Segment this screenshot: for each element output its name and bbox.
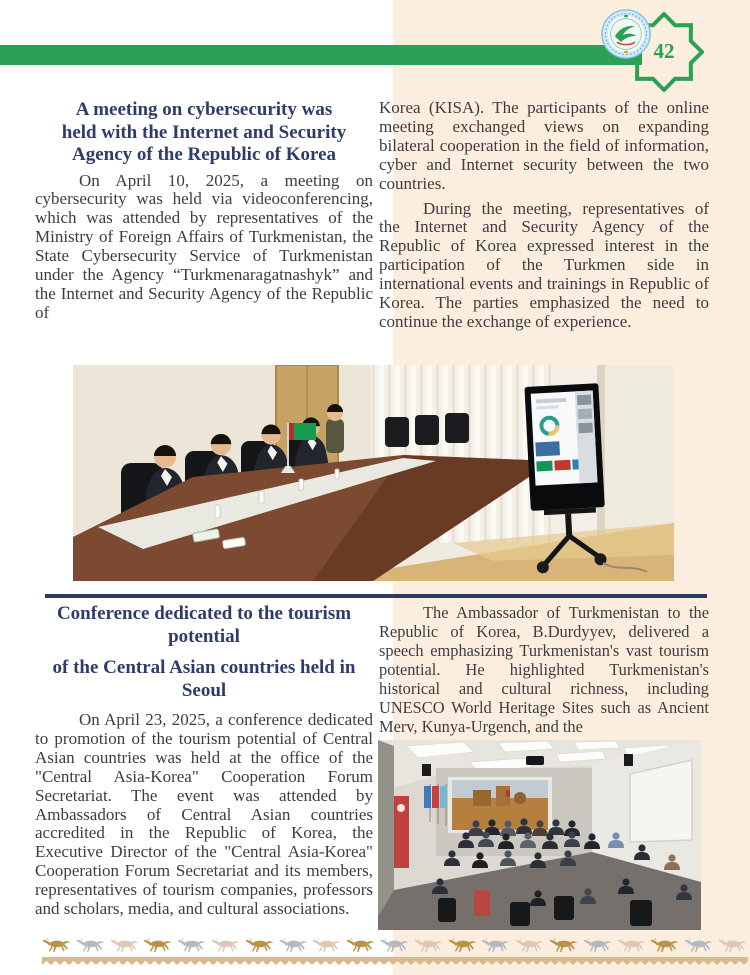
- horse-icon: [211, 936, 241, 956]
- article1-right-column: [379, 99, 709, 338]
- article1-title: [35, 99, 373, 167]
- uniformed-officer: [326, 404, 344, 453]
- title-line: Conference dedicated to the tourism: [56, 603, 352, 624]
- conference-photo: [378, 740, 701, 930]
- horse-icon: [110, 936, 140, 956]
- horse-icon: [177, 936, 207, 956]
- article2-paragraph-2: The Ambassador of Turkmenistan to the Republic of Korea, B.Durdyyev, delivered a speech emphasizing Turkmenistan's vast tourism potential. He highlighted Turkmenistan's historical and cultural richness, including UNESCO World Heritage Sites such as Ancient Merv, Kunya-Urgench, and the: [379, 603, 709, 736]
- section-divider: [45, 594, 707, 598]
- horse-icon: [346, 936, 376, 956]
- horse-icon: [481, 936, 511, 956]
- horse-icon: [515, 936, 545, 956]
- horse-icon: [312, 936, 342, 956]
- article2-title-part2: [35, 657, 373, 702]
- header-green-bar: [0, 45, 642, 65]
- left-wall: [378, 740, 394, 916]
- title-line: potential: [168, 625, 240, 647]
- flag-cloths: [424, 786, 447, 808]
- article2-left-column: [35, 603, 373, 925]
- horse-icon: [549, 936, 579, 956]
- article1-paragraph-3: During the meeting, representatives of the Internet and Security Agency of the Republic of Korea expressed interest in the participation of the Turkmen side in international events and trainings in Republic of Korea. The parties emphasized the need to continue the exchange of experience.: [379, 198, 709, 331]
- horse-icon: [448, 936, 478, 956]
- horse-icon: [718, 936, 748, 956]
- title-line: of the Central Asian countries held in: [52, 657, 356, 678]
- title-line: Agency of the Republic of Korea: [71, 144, 337, 165]
- horse-icon: [380, 936, 410, 956]
- horse-icon: [245, 936, 275, 956]
- title-line: held with the Internet and Security: [61, 121, 347, 143]
- horse-icon: [583, 936, 613, 956]
- projector: [526, 756, 544, 765]
- article1-left-column: [35, 99, 373, 329]
- ministry-emblem-icon: [601, 9, 651, 59]
- horse-icon: [650, 936, 680, 956]
- horse-icon: [42, 936, 72, 956]
- horse-icon: [617, 936, 647, 956]
- article1-paragraph-1: On April 10, 2025, a meeting on cybersecurity was held via videoconferencing, which was attended by representatives of the Ministry of Foreign Affairs of Turkmenistan, the State Cybersecurity Service of Turkmenistan under the Agency “Turkmenaragatnashyk” and the Internet and Security Agency of the Republic of: [35, 170, 373, 322]
- spare-chairs: [385, 413, 469, 447]
- horse-icon: [143, 936, 173, 956]
- whiteboard: [630, 760, 692, 842]
- horse-icon: [279, 936, 309, 956]
- page-number: 42: [653, 38, 675, 63]
- article1-paragraph-2: Korea (KISA). The participants of the online meeting exchanged views on expanding bilateral cooperation in the field of information, cyber and Internet security between the two countries.: [379, 98, 709, 193]
- speaker: [422, 764, 431, 776]
- zigzag-border: [42, 957, 748, 965]
- article2-paragraph-1: On April 23, 2025, a conference dedicated to promotion of the tourism potential of Central Asian countries was held at the office of the "Central Asia-Korea" Cooperation Forum Secretariat. The event was attended by Ambassadors of Central Asian countries accredited in the Republic of Korea, the Executive Director of the "Central Asia-Korea" Cooperation Forum Secretariat and its members, representatives of tourism companies, professors and scholars, media, and cultural associations.: [35, 710, 373, 919]
- speaker: [624, 754, 633, 766]
- title-line: Seoul: [181, 679, 227, 701]
- horse-icon: [76, 936, 106, 956]
- article2-right-column: [379, 603, 709, 742]
- red-chair: [474, 890, 490, 916]
- article2-title-part1: [35, 603, 373, 648]
- horse-icon: [684, 936, 714, 956]
- projection-screen: [448, 777, 552, 833]
- horse-icon: [414, 936, 444, 956]
- title-line: A meeting on cybersecurity was: [75, 99, 333, 120]
- horse-border: [42, 934, 748, 956]
- meeting-photo: [73, 365, 674, 581]
